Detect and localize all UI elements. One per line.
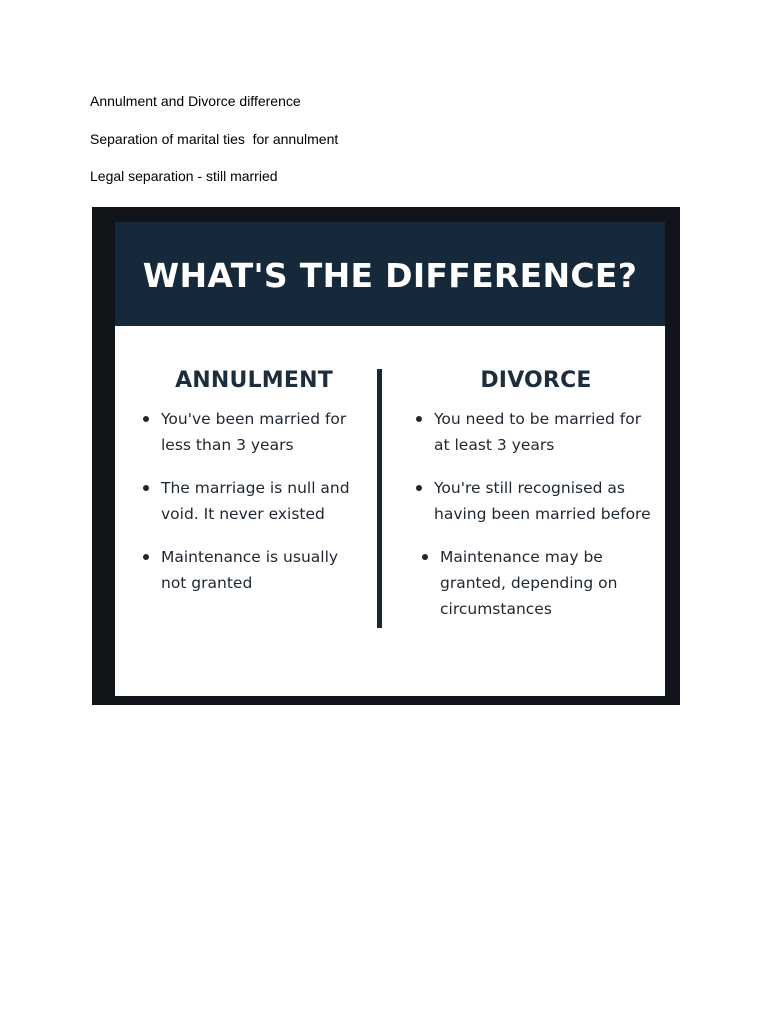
infographic-image	[92, 207, 680, 705]
divorce-bullet-list	[416, 406, 656, 622]
bullet-dot-icon	[143, 554, 149, 560]
annulment-bullet-list	[143, 406, 365, 596]
divorce-heading: DIVORCE	[480, 368, 592, 393]
divorce-column	[416, 368, 656, 639]
document-line-annulment-note: Separation of marital ties for annulment	[90, 131, 339, 147]
divorce-bullet	[422, 544, 656, 622]
divorce-bullet-text: You need to be married for at least 3 years	[434, 410, 642, 454]
annulment-bullet	[143, 544, 365, 596]
bullet-dot-icon	[143, 485, 149, 491]
divorce-bullet	[416, 406, 656, 458]
annulment-bullet-text: Maintenance is usually not granted	[161, 548, 339, 592]
infographic-card	[115, 222, 665, 696]
divorce-bullet-text: You're still recognised as having been married before	[434, 479, 651, 523]
annulment-bullet	[143, 475, 365, 527]
divorce-bullet-text: Maintenance may be granted, depending on circumstances	[440, 548, 618, 618]
annulment-bullet	[143, 406, 365, 458]
annulment-bullet-text: You've been married for less than 3 years	[161, 410, 347, 454]
annulment-heading: ANNULMENT	[175, 368, 333, 393]
infographic-banner	[115, 222, 665, 326]
divorce-bullet	[416, 475, 656, 527]
column-divider	[377, 369, 382, 628]
annulment-bullet-text: The marriage is null and void. It never existed	[161, 479, 350, 523]
bullet-dot-icon	[143, 416, 149, 422]
bullet-dot-icon	[416, 485, 422, 491]
document-line-legal-separation-note: Legal separation - still married	[90, 168, 278, 184]
bullet-dot-icon	[416, 416, 422, 422]
bullet-dot-icon	[422, 554, 428, 560]
infographic-title: WHAT'S THE DIFFERENCE?	[142, 255, 638, 295]
annulment-column	[143, 368, 365, 613]
document-line-title: Annulment and Divorce difference	[90, 93, 301, 109]
